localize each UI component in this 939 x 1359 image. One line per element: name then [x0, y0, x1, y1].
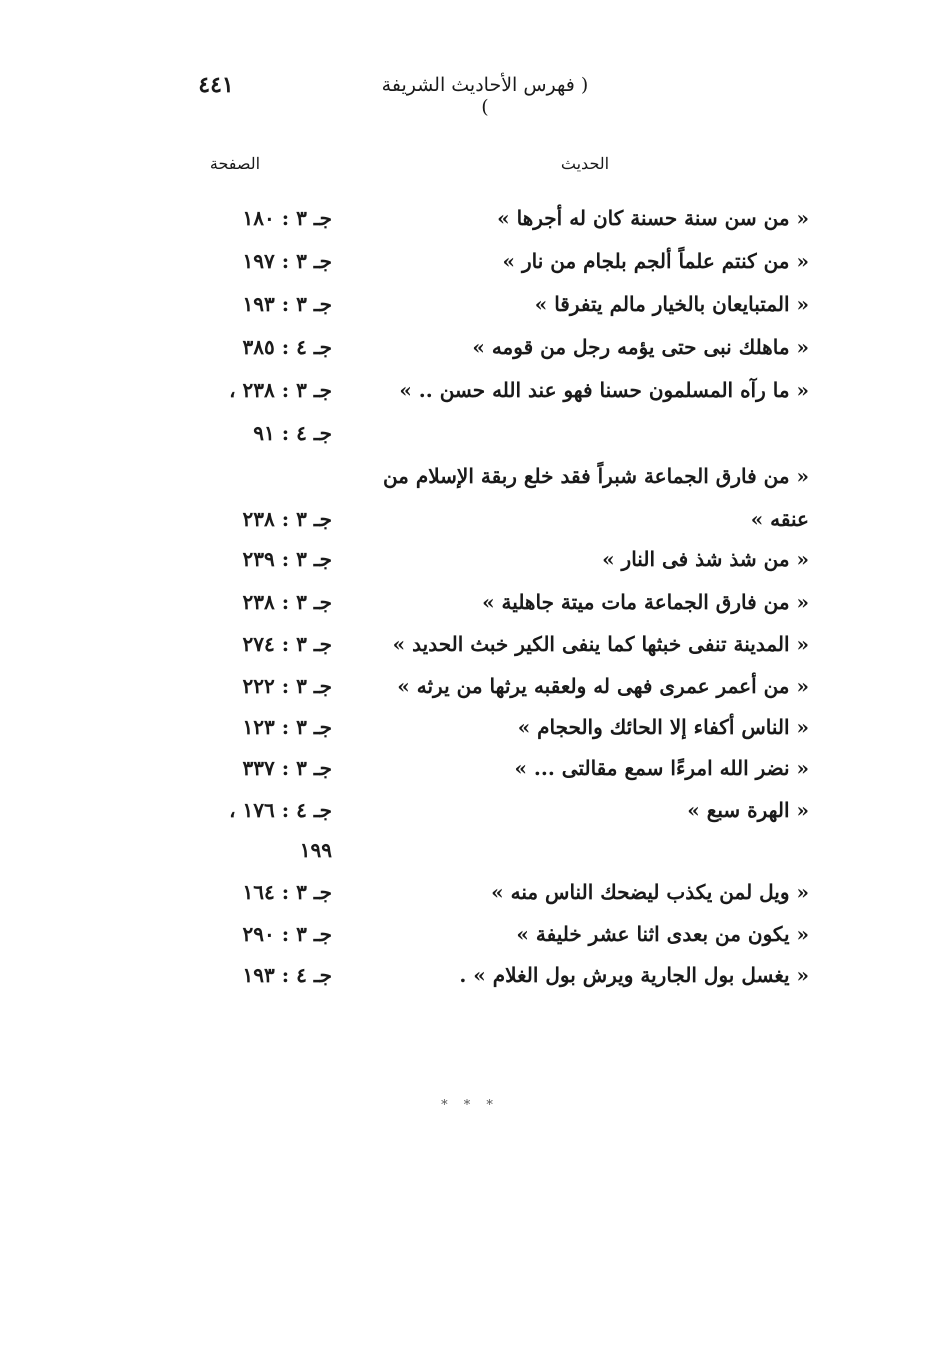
hadith-reference: جـ ٣ : ٢٧٤: [242, 632, 332, 656]
hadith-text: « من كنتم علماً ألجم بلجام من نار »: [502, 249, 809, 273]
section-separator: * * *: [441, 1098, 499, 1113]
hadith-text: « المتبايعان بالخيار مالم يتفرقا »: [534, 292, 809, 316]
hadith-reference: جـ ٣ : ١٨٠: [242, 206, 332, 230]
hadith-reference: جـ ٣ : ٢٩٠: [242, 922, 332, 946]
hadith-reference: جـ ٣ : ٢٣٨: [242, 507, 332, 531]
hadith-reference: جـ ٤ : ٣٨٥: [242, 335, 332, 359]
hadith-reference: جـ ٣ : ٣٣٧: [242, 756, 332, 780]
hadith-reference: جـ ٣ : ١٩٣: [242, 292, 332, 316]
hadith-reference: جـ ٤ : ١٩٣: [242, 963, 332, 987]
hadith-text: « الهرة سبع »: [687, 798, 809, 822]
column-header-page: الصفحة: [209, 154, 261, 173]
hadith-text: « ماهلك نبى حتى يؤمه رجل من قومه »: [472, 335, 809, 359]
hadith-text: « يكون من بعدى اثنا عشر خليفة »: [516, 922, 809, 946]
hadith-text: عنقه »: [750, 507, 809, 531]
hadith-text: « من أعمر عمرى فهى له ولعقبه يرثها من يرثه »: [397, 674, 809, 698]
hadith-reference: جـ ٣ : ١٦٤: [242, 880, 332, 904]
hadith-text: « ما رآه المسلمون حسنا فهو عند الله حسن .. »: [399, 378, 809, 402]
hadith-reference: جـ ٣ : ٢٣٨ ،: [229, 378, 332, 402]
hadith-text: « من فارق الجماعة شبراً فقد خلع ربقة الإسلام من: [382, 464, 809, 488]
hadith-reference: جـ ٣ : ١٢٣: [242, 715, 332, 739]
hadith-text: « من شذ شذ فى النار »: [602, 547, 809, 571]
column-header-hadith: الحديث: [560, 154, 610, 173]
page-number: ٤٤١: [198, 72, 234, 98]
hadith-reference: جـ ٣ : ١٩٧: [242, 249, 332, 273]
hadith-text: « يغسل بول الجارية ويرش بول الغلام » .: [459, 963, 809, 987]
hadith-reference: جـ ٤ : ١٧٦ ،: [229, 798, 332, 822]
hadith-reference: جـ ٤ : ٩١: [253, 421, 332, 445]
hadith-text: « نضر الله امرءًا سمع مقالتى ... »: [514, 756, 809, 780]
hadith-reference: ١٩٩: [299, 838, 332, 862]
hadith-reference: جـ ٣ : ٢٢٢: [242, 674, 332, 698]
hadith-reference: جـ ٣ : ٢٣٩: [242, 547, 332, 571]
hadith-text: « الناس أكفاء إلا الحائك والحجام »: [517, 715, 809, 739]
hadith-reference: جـ ٣ : ٢٣٨: [242, 590, 332, 614]
hadith-text: « المدينة تنفى خبثها كما ينفى الكير خبث الحديد »: [392, 632, 809, 656]
hadith-text: « ويل لمن يكذب ليضحك الناس منه »: [491, 880, 809, 904]
running-header-title: ( فهرس الأحاديث الشريفة ): [381, 74, 589, 118]
hadith-text: « من سن سنة حسنة كان له أجرها »: [497, 206, 809, 230]
hadith-text: « من فارق الجماعة مات ميتة جاهلية »: [482, 590, 809, 614]
